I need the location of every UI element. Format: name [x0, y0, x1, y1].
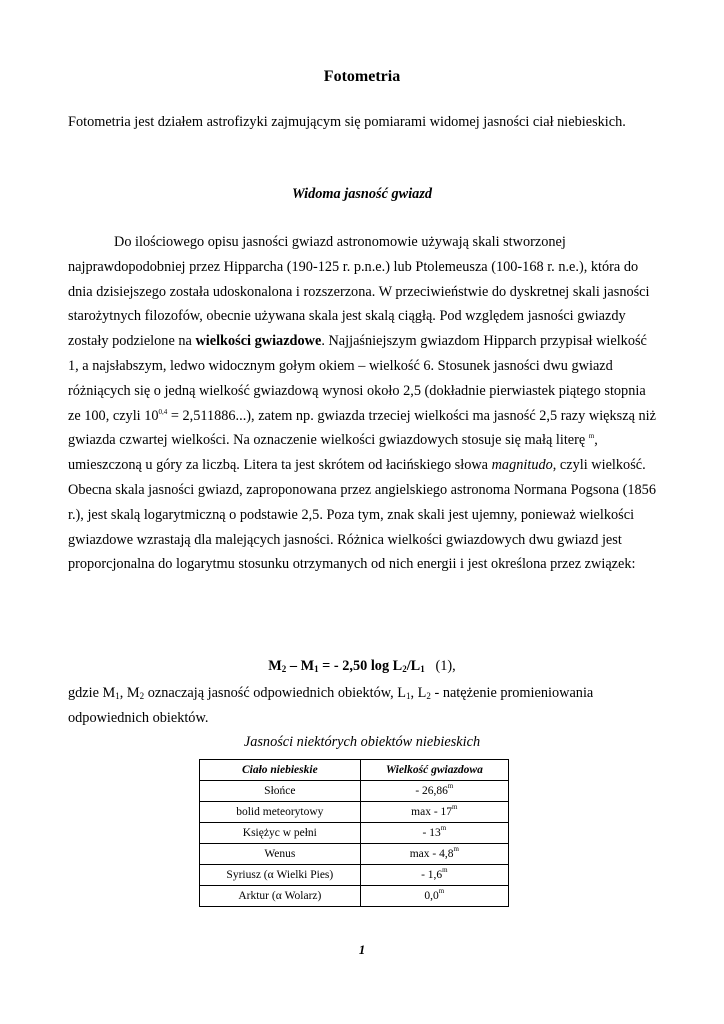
p1-bold-term: wielkości gwiazdowe [195, 333, 322, 350]
cell-unit: m [438, 887, 445, 895]
table-cell: Księżyc w pełni [200, 823, 361, 844]
table-row [200, 865, 509, 886]
table-cell: Syriusz (α Wielki Pies) [200, 865, 361, 886]
expl-sub: 2 [426, 691, 431, 701]
table-header-row [200, 760, 509, 781]
table-cell [360, 802, 508, 823]
cell-unit: m [452, 803, 458, 811]
formula-part: = - 2,50 log L [318, 658, 403, 674]
table-row [200, 802, 509, 823]
table-cell [360, 781, 508, 802]
expl-part: , L [410, 685, 427, 701]
cell-unit: m [453, 845, 459, 853]
table-cell: Arktur (α Wolarz) [200, 886, 361, 907]
cell-value: 0,0 [424, 890, 439, 902]
expl-sub: 2 [139, 691, 145, 701]
table-cell [360, 844, 508, 865]
expl-sub: 1 [406, 691, 411, 701]
p1-exponent: 0,4 [158, 407, 168, 416]
formula [0, 658, 724, 675]
table-row [200, 844, 509, 865]
formula-sub: 2 [402, 664, 407, 674]
p1-text-e: , czyli wielkość. [552, 457, 646, 474]
magnitude-table [199, 759, 509, 907]
table-cell [360, 886, 508, 907]
column-header: Wielkość gwiazdowa [360, 760, 508, 781]
table-cell [360, 865, 508, 886]
table-cell: bolid meteorytowy [200, 802, 361, 823]
formula-part: /L [406, 658, 421, 674]
formula-sub: 1 [420, 664, 425, 674]
formula-label: (1), [424, 658, 456, 674]
cell-unit: m [440, 824, 447, 832]
intro-paragraph: Fotometria jest działem astrofizyki zajmującym się pomiarami widomej jasności ciał niebieskich. [68, 114, 626, 130]
cell-value: max - 17 [411, 806, 453, 818]
table-row [200, 781, 509, 802]
column-header: Ciało niebieskie [200, 760, 361, 781]
cell-unit: m [442, 866, 448, 874]
expl-part: gdzie M [68, 685, 116, 701]
body-text [68, 230, 658, 577]
p1-text-d: , umieszczoną u góry za liczbą. Litera ta jest skrótem od łacińskiego słowa [68, 432, 598, 474]
table-cell [360, 823, 508, 844]
expl-part: - natężenie promieniowania odpowiednich obiektów. [68, 685, 594, 726]
expl-sub: 1 [115, 691, 120, 701]
page-title: Fotometria [323, 68, 401, 85]
table-row [200, 823, 509, 844]
paragraph-1 [68, 230, 658, 478]
formula-explanation [68, 681, 668, 731]
p1-m-superscript: m [588, 432, 595, 441]
formula-part: M [268, 658, 282, 674]
p1-text-c: = 2,511886...), zatem np. gwiazda trzeciej wielkości ma jasność 2,5 razy większą niż gwiazda czwartej wielkości. Na oznaczenie wielkości gwiazdowych stosuje się małą literę [68, 407, 656, 449]
expl-part: oznaczają jasność odpowiednich obiektów, L [144, 685, 407, 701]
formula-sub: 1 [314, 664, 319, 674]
table-cell: Wenus [200, 844, 361, 865]
paragraph-2: Obecna skala jasności gwiazd, zaproponowana przez angielskiego astronoma Normana Pogsona (1856 r.), jest skalą logarytmiczną o podstawie 2,5. Poza tym, znak skali jest ujemny, ponieważ wielkości gwiazdowe wzrastają dla malejących jasności. Różnica wielkości gwiazdowych dwu gwiazd jest proporcjonalna do logarytmu stosunku otrzymanych od nich energii i jest określona przez związek: [68, 481, 656, 573]
cell-value: - 1,6 [421, 869, 443, 881]
table-cell: Słońce [200, 781, 361, 802]
table-row [200, 886, 509, 907]
page-number: 1 [358, 942, 366, 957]
formula-sub: 2 [281, 664, 287, 674]
cell-value: - 26,86 [415, 785, 448, 797]
expl-part: , M [119, 685, 140, 701]
cell-value: max - 4,8 [409, 848, 454, 860]
cell-unit: m [447, 782, 454, 790]
section-title: Widoma jasność gwiazd [291, 186, 433, 202]
p1-text-a: Do ilościowego opisu jasności gwiazd astronomowie używają skali stworzonej najprawdopodobniej przez Hipparcha (190-125 r. p.n.e.) lub Ptolemeusza (100-168 r. n.e.), która do dnia dzisiejszego została udoskonalona i rozszerzona. W przeciwieństwie do dyskretnej skali jasności starożytnych filozofów, obecnie używana skala jest skalą ciągłą. Pod względem jasności gwiazdy zostały podzielone na [68, 234, 650, 350]
cell-value: - 13 [422, 827, 441, 839]
p1-text-b: . Najjaśniejszym gwiazdom Hipparch przypisał wielkość 1, a najsłabszym, ledwo widocznym gołym okiem – wielkość 6. Stosunek jasności dwu gwiazd różniących się o jedną wielkość gwiazdową wynosi około 2,5 (dokładnie pierwiastek piątego stopnia ze 100, czyli 10 [68, 333, 647, 424]
formula-part: – M [286, 658, 315, 674]
p1-italic-term: magnitudo [491, 457, 553, 474]
table-caption: Jasności niektórych obiektów niebieskich [243, 734, 481, 750]
